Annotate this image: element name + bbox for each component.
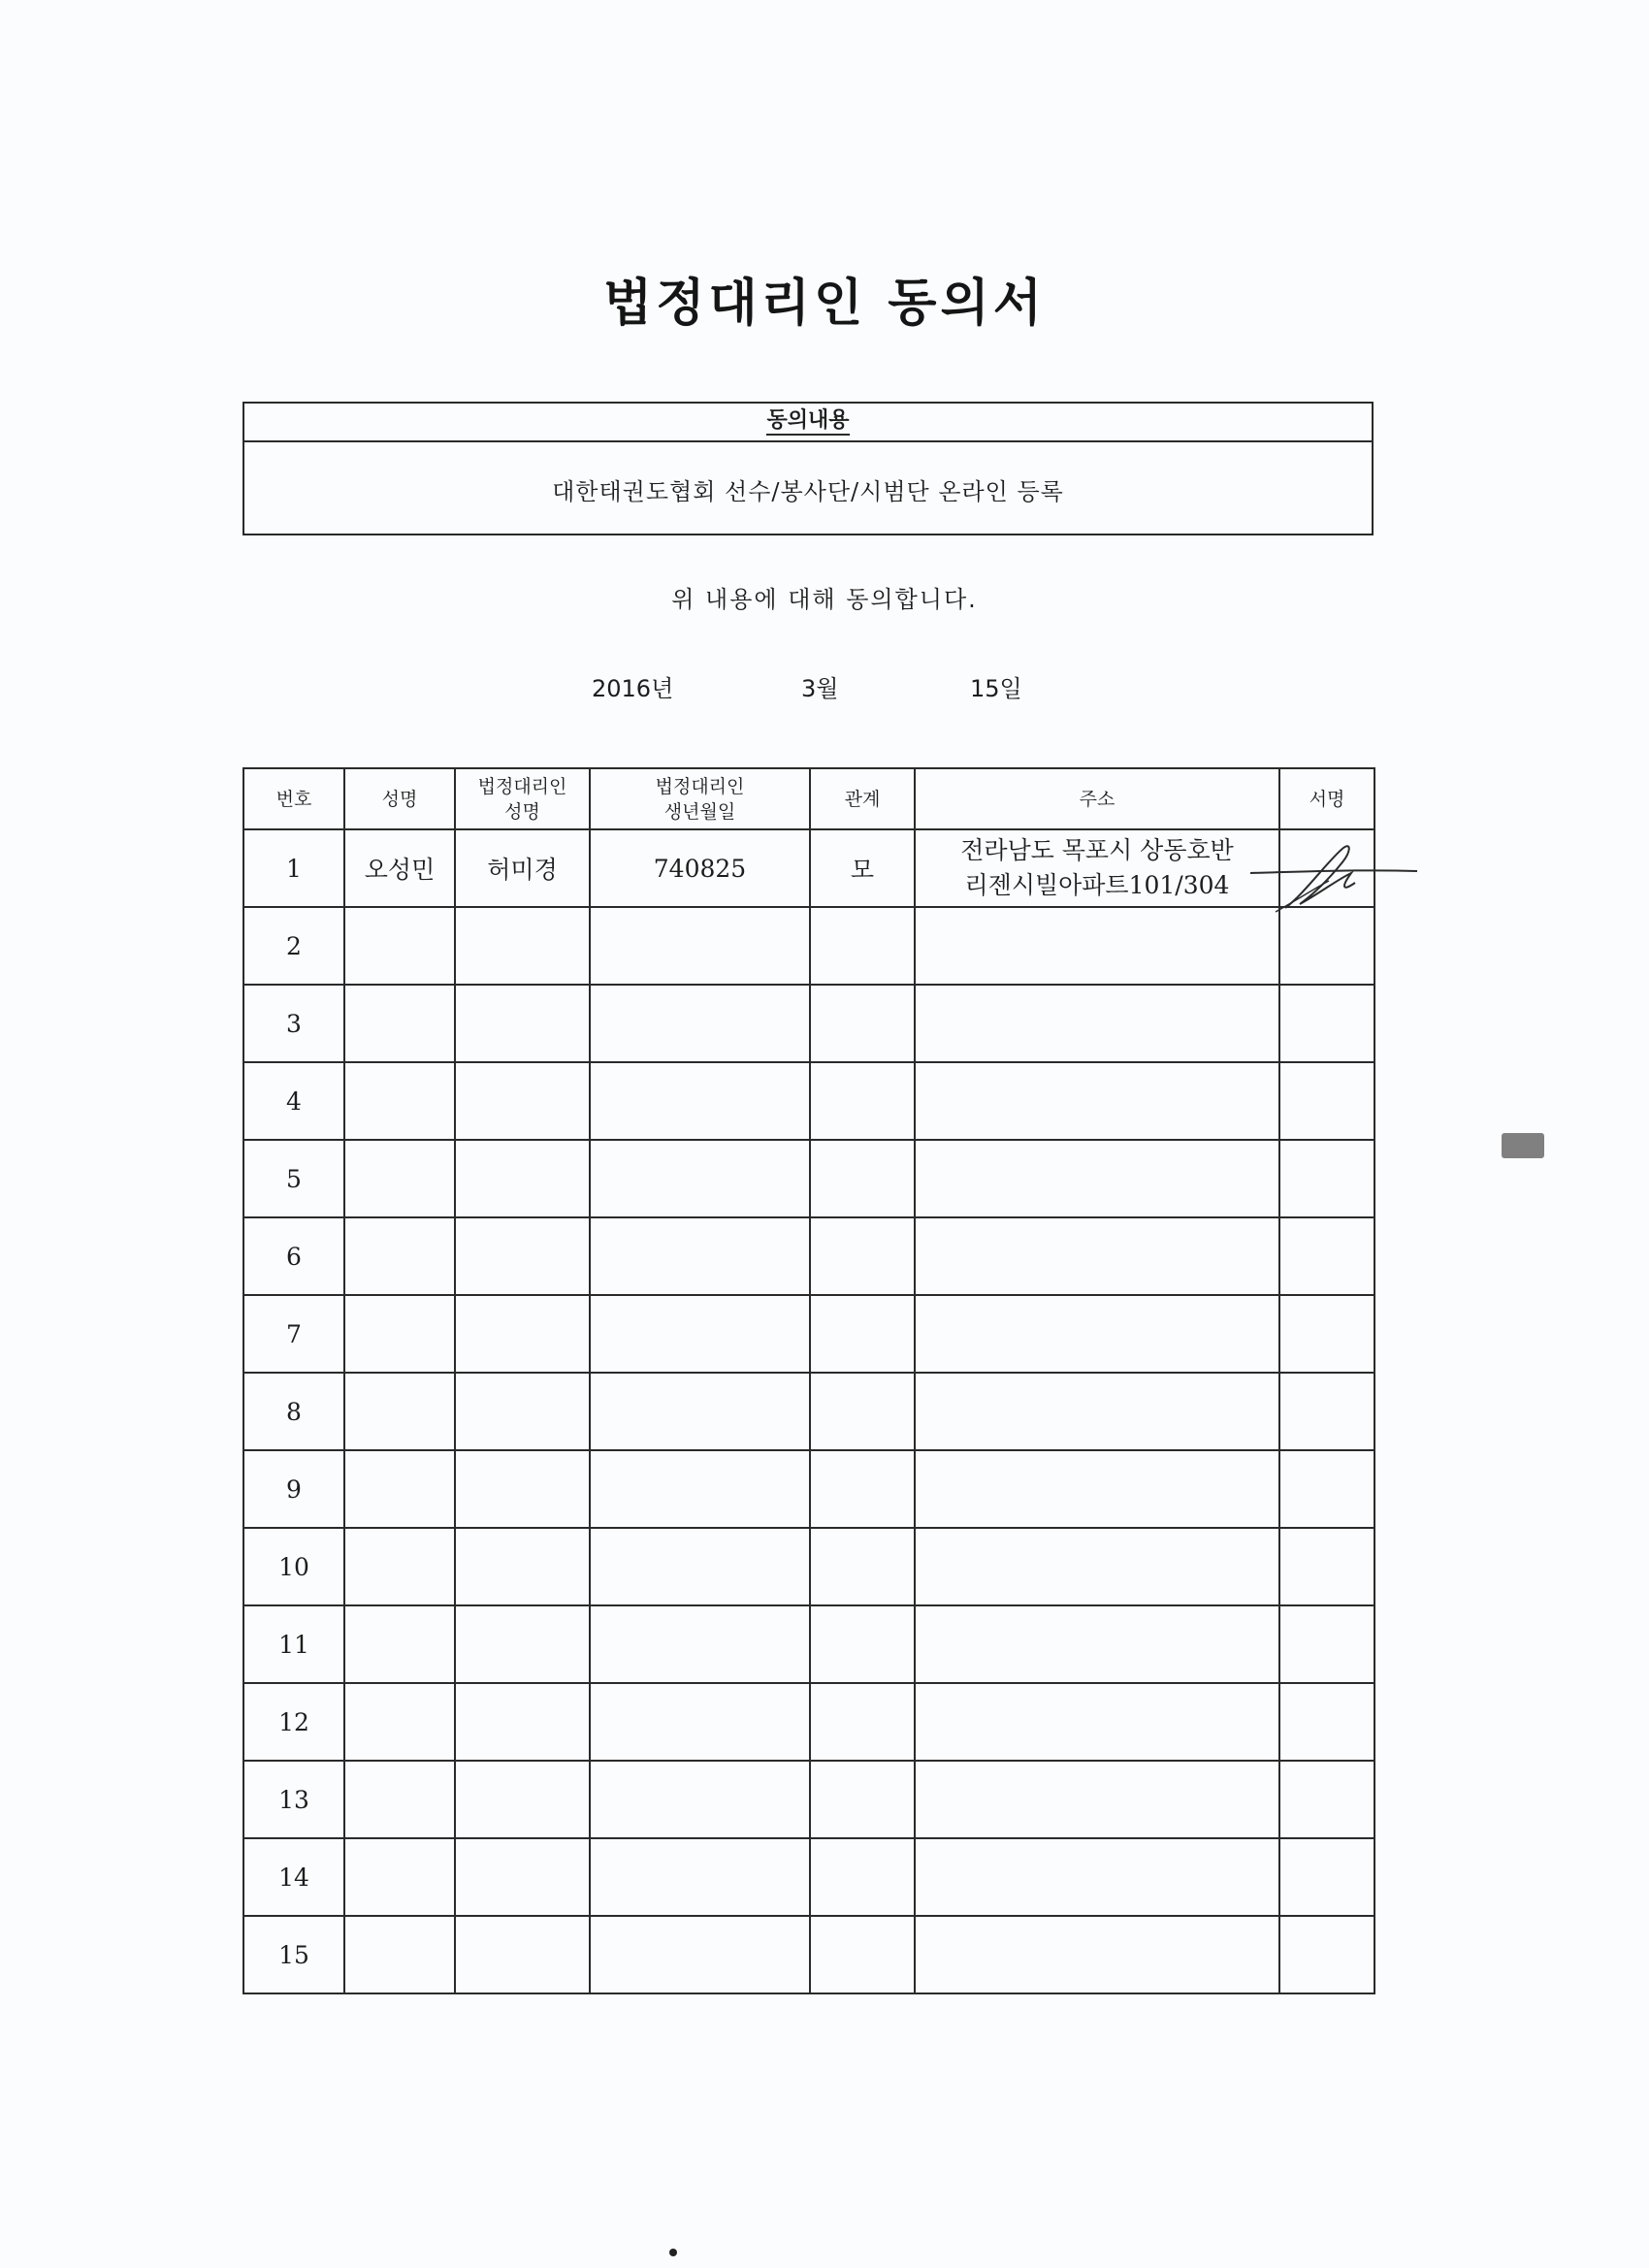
guardian-birthdate — [590, 985, 810, 1062]
address — [915, 1528, 1279, 1605]
student-name — [344, 985, 455, 1062]
guardian-name — [455, 1838, 590, 1916]
relationship — [810, 1140, 915, 1217]
signature-cell — [1279, 1295, 1374, 1373]
row-number: 12 — [243, 1683, 344, 1761]
table-row — [243, 1295, 1374, 1373]
row-number: 10 — [243, 1528, 344, 1605]
guardian-birthdate — [590, 1140, 810, 1217]
guardian-birthdate — [590, 1761, 810, 1838]
row-number: 7 — [243, 1295, 344, 1373]
header-address: 주소 — [915, 768, 1279, 829]
table-row — [243, 1528, 1374, 1605]
address — [915, 829, 1279, 907]
student-name — [344, 1140, 455, 1217]
signature-cell — [1279, 1140, 1374, 1217]
consent-content: 대한태권도협회 선수/봉사단/시범단 온라인 등록 — [552, 477, 1064, 505]
address-line1: 전라남도 목포시 상동호반 — [960, 836, 1234, 864]
relationship: 모 — [810, 829, 915, 907]
date-year: 2016년 — [592, 675, 674, 702]
relationship — [810, 1062, 915, 1140]
table-row — [243, 1916, 1374, 1993]
guardian-name: 허미경 — [455, 829, 590, 907]
address — [915, 1373, 1279, 1450]
student-name — [344, 1062, 455, 1140]
address — [915, 1838, 1279, 1916]
address — [915, 1217, 1279, 1295]
row-number: 5 — [243, 1140, 344, 1217]
relationship — [810, 985, 915, 1062]
relationship — [810, 1295, 915, 1373]
row-number: 6 — [243, 1217, 344, 1295]
row-number: 13 — [243, 1761, 344, 1838]
guardian-name — [455, 1450, 590, 1528]
header-name: 성명 — [344, 768, 455, 829]
row-number: 8 — [243, 1373, 344, 1450]
row-number: 9 — [243, 1450, 344, 1528]
scan-smudge — [1502, 1133, 1544, 1158]
date-day: 15일 — [970, 675, 1022, 702]
guardian-name — [455, 1683, 590, 1761]
scan-dot — [669, 2249, 677, 2256]
student-name — [344, 1916, 455, 1993]
guardian-name — [455, 1062, 590, 1140]
guardian-birthdate — [590, 1217, 810, 1295]
signature-cell — [1279, 1450, 1374, 1528]
address — [915, 1295, 1279, 1373]
address — [915, 1062, 1279, 1140]
address-line2: 리젠시빌아파트101/304 — [964, 871, 1230, 899]
date-month: 3월 — [801, 675, 839, 702]
address — [915, 907, 1279, 985]
guardian-birthdate: 740825 — [590, 829, 810, 907]
signature-cell — [1279, 1605, 1374, 1683]
student-name — [344, 1605, 455, 1683]
header-rep-name-line2: 성명 — [504, 800, 540, 823]
header-rep-name — [455, 768, 590, 829]
relationship — [810, 1217, 915, 1295]
signature-cell — [1279, 1528, 1374, 1605]
relationship — [810, 1916, 915, 1993]
header-no: 번호 — [243, 768, 344, 829]
student-name — [344, 1373, 455, 1450]
student-name — [344, 1683, 455, 1761]
row-number: 1 — [243, 829, 344, 907]
signature-cell — [1279, 1683, 1374, 1761]
guardian-birthdate — [590, 1450, 810, 1528]
guardian-birthdate — [590, 907, 810, 985]
address — [915, 1761, 1279, 1838]
table-row — [243, 1217, 1374, 1295]
guardian-name — [455, 907, 590, 985]
guardian-name — [455, 1140, 590, 1217]
student-name — [344, 1295, 455, 1373]
signature-cell — [1279, 1838, 1374, 1916]
guardian-birthdate — [590, 1528, 810, 1605]
guardian-name — [455, 1217, 590, 1295]
row-number: 14 — [243, 1838, 344, 1916]
relationship — [810, 1450, 915, 1528]
table-header-row — [243, 768, 1374, 829]
header-relation: 관계 — [810, 768, 915, 829]
student-name — [344, 1761, 455, 1838]
signature-cell — [1279, 985, 1374, 1062]
signature-cell — [1279, 1062, 1374, 1140]
table-row — [243, 1761, 1374, 1838]
student-name — [344, 1528, 455, 1605]
table-row — [243, 1062, 1374, 1140]
relationship — [810, 1761, 915, 1838]
signature-cell — [1279, 1217, 1374, 1295]
row-number: 11 — [243, 1605, 344, 1683]
handwritten-signature — [1246, 840, 1421, 918]
student-name — [344, 1217, 455, 1295]
student-name — [344, 1838, 455, 1916]
header-sign: 서명 — [1279, 768, 1374, 829]
row-number: 2 — [243, 907, 344, 985]
signature-cell — [1279, 1916, 1374, 1993]
guardian-name — [455, 1295, 590, 1373]
relationship — [810, 1373, 915, 1450]
table-row — [243, 985, 1374, 1062]
row-number: 4 — [243, 1062, 344, 1140]
guardian-birthdate — [590, 1838, 810, 1916]
address — [915, 1140, 1279, 1217]
student-name — [344, 907, 455, 985]
signature-cell — [1279, 907, 1374, 985]
student-name: 오성민 — [344, 829, 455, 907]
guardian-birthdate — [590, 1916, 810, 1993]
address — [915, 985, 1279, 1062]
guardian-birthdate — [590, 1683, 810, 1761]
table-row — [243, 1450, 1374, 1528]
table-row — [243, 1683, 1374, 1761]
consent-header-label: 동의내용 — [766, 408, 849, 436]
agreement-statement: 위 내용에 대해 동의합니다. — [671, 586, 978, 613]
header-rep-birth-line2: 생년월일 — [663, 800, 736, 823]
table-row — [243, 1373, 1374, 1450]
row-number: 3 — [243, 985, 344, 1062]
guardian-name — [455, 1528, 590, 1605]
table-row — [243, 1605, 1374, 1683]
header-rep-name-line1: 법정대리인 — [477, 775, 567, 797]
guardian-name — [455, 1761, 590, 1838]
table-row — [243, 829, 1374, 907]
guardian-name — [455, 1373, 590, 1450]
guardian-birthdate — [590, 1373, 810, 1450]
guardian-name — [455, 1916, 590, 1993]
table-row — [243, 907, 1374, 985]
relationship — [810, 1605, 915, 1683]
signature-cell — [1279, 1373, 1374, 1450]
row-number: 15 — [243, 1916, 344, 1993]
relationship — [810, 907, 915, 985]
guardian-name — [455, 1605, 590, 1683]
guardian-birthdate — [590, 1605, 810, 1683]
guardian-table — [242, 767, 1375, 1994]
guardian-birthdate — [590, 1295, 810, 1373]
consent-header — [244, 404, 1372, 442]
table-row — [243, 1838, 1374, 1916]
guardian-birthdate — [590, 1062, 810, 1140]
address — [915, 1916, 1279, 1993]
table-row — [243, 1140, 1374, 1217]
relationship — [810, 1683, 915, 1761]
relationship — [810, 1528, 915, 1605]
consent-box — [242, 402, 1374, 535]
address — [915, 1450, 1279, 1528]
header-rep-birth-line1: 법정대리인 — [655, 775, 745, 797]
guardian-name — [455, 985, 590, 1062]
student-name — [344, 1450, 455, 1528]
relationship — [810, 1838, 915, 1916]
header-rep-birth — [590, 768, 810, 829]
address — [915, 1683, 1279, 1761]
address — [915, 1605, 1279, 1683]
document-title: 법정대리인 동의서 — [603, 275, 1046, 333]
signature-cell — [1279, 1761, 1374, 1838]
